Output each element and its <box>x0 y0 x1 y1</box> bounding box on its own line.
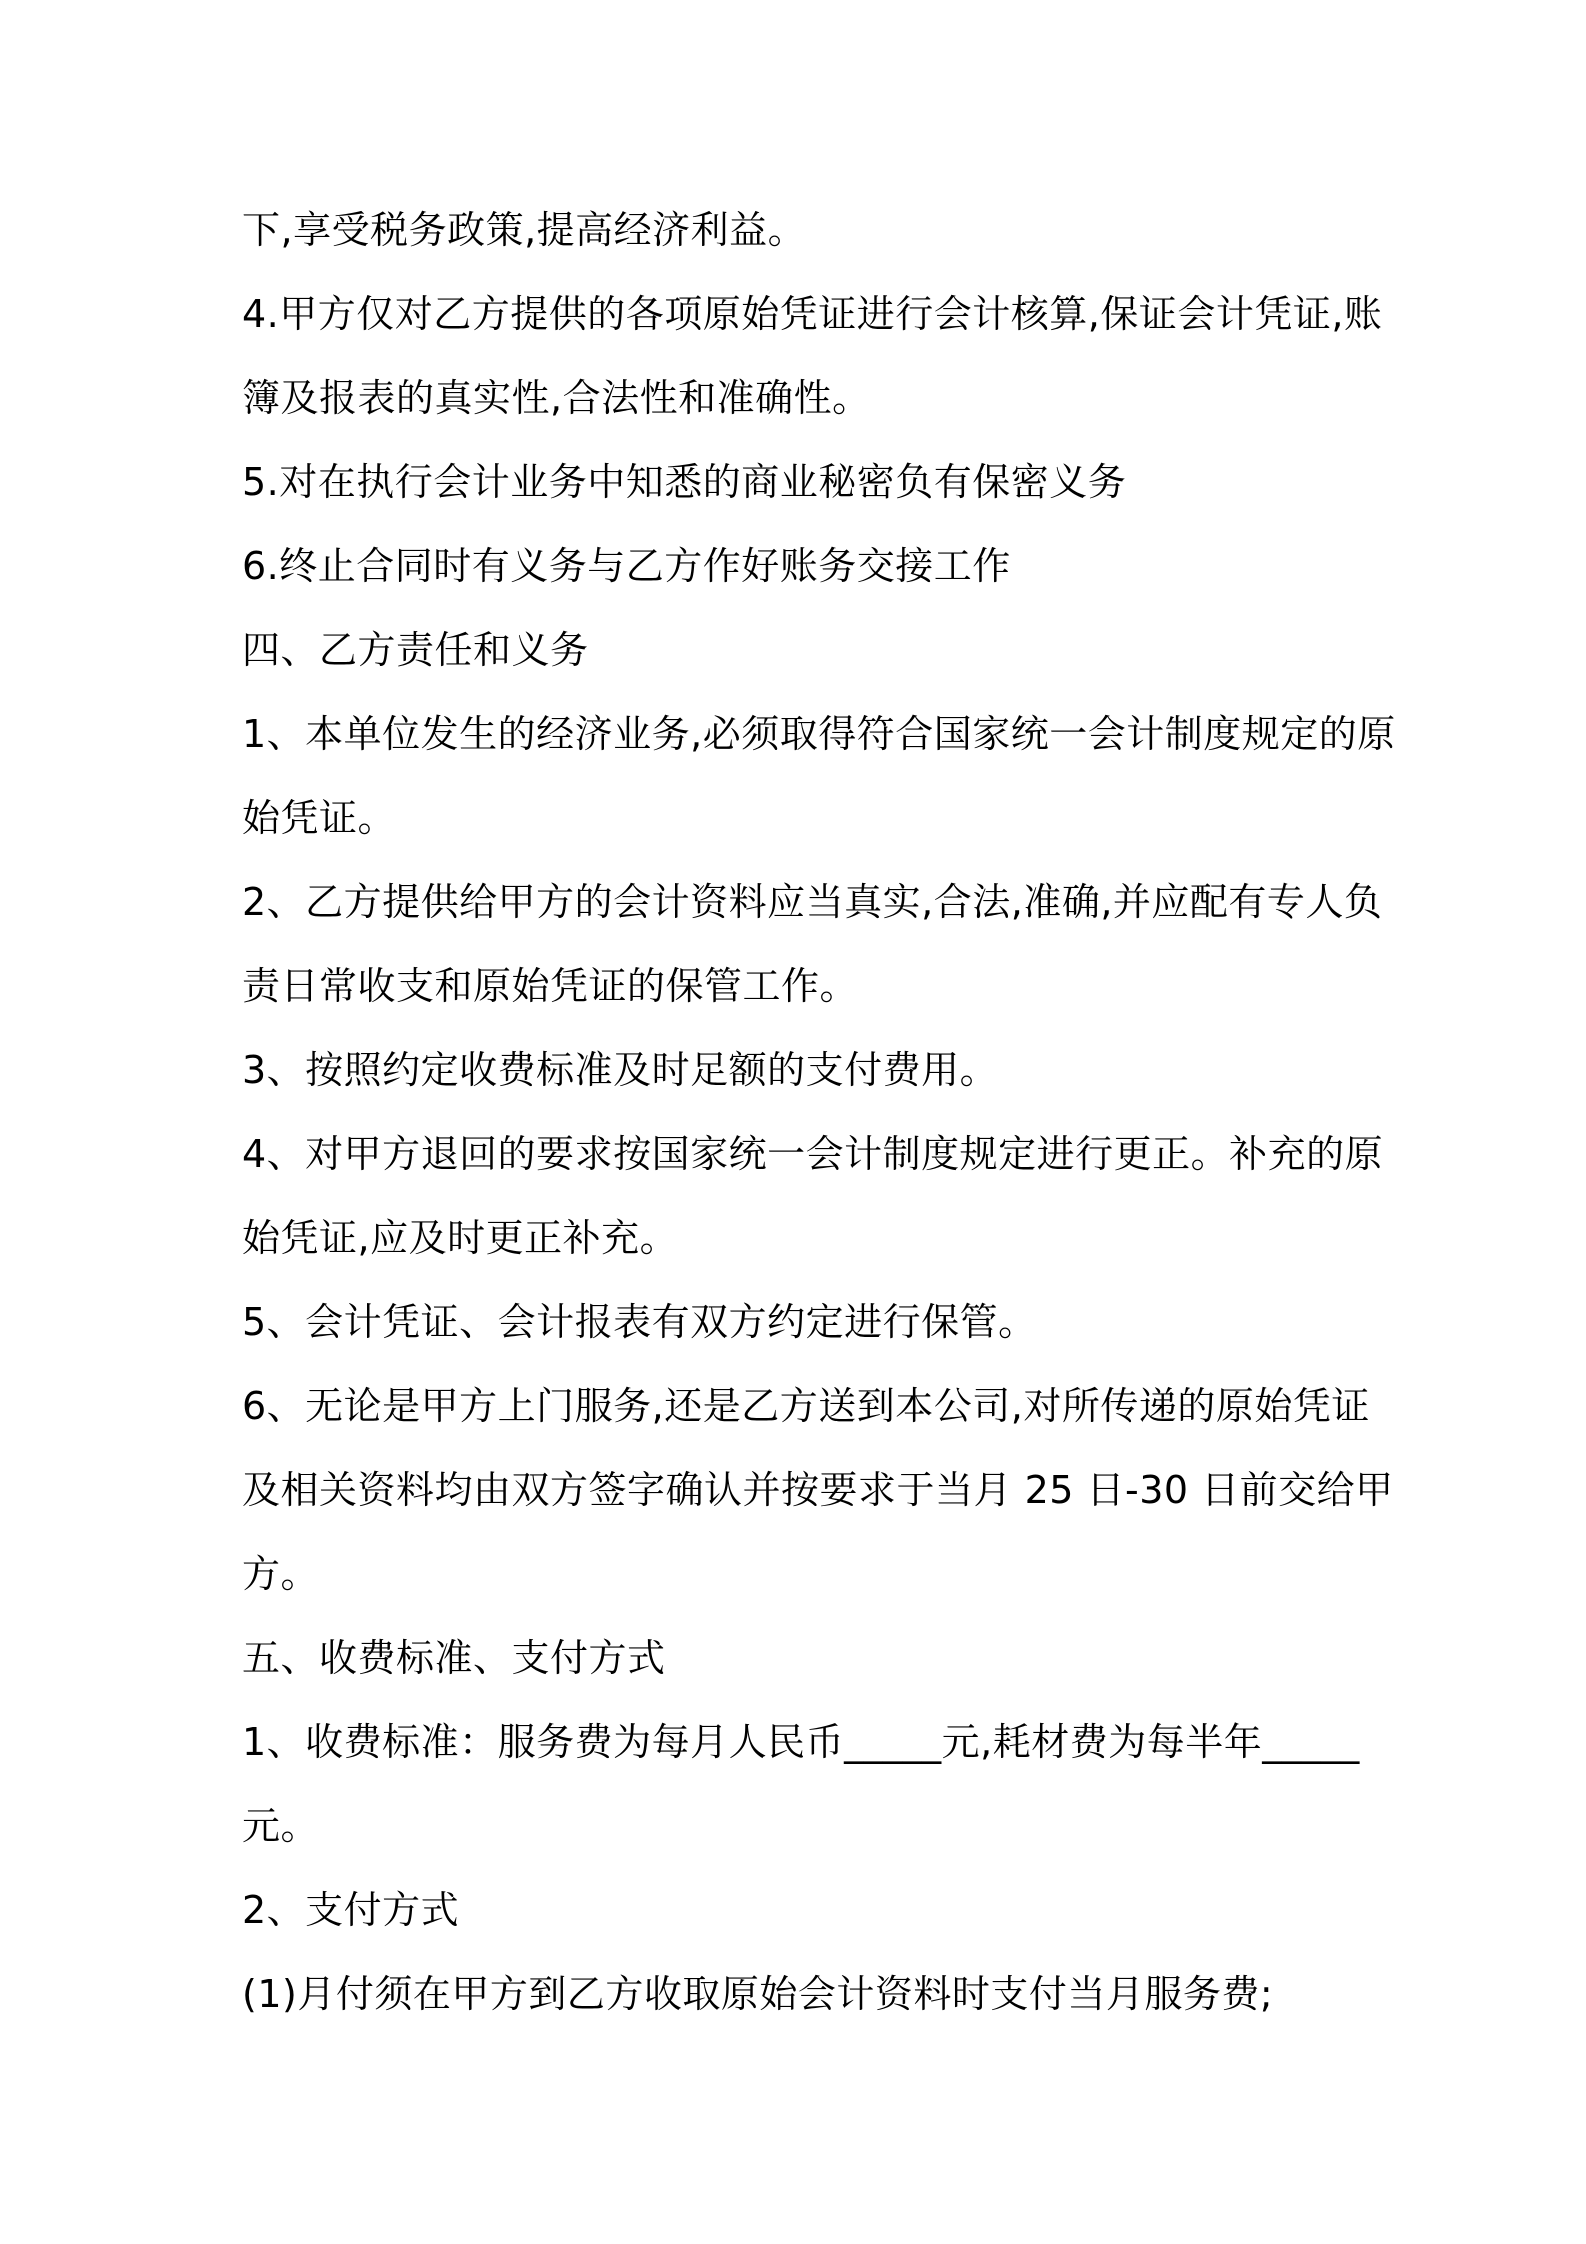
text-line: 1、本单位发生的经济业务,必须取得符合国家统一会计制度规定的原 <box>242 712 1396 756</box>
text-line: 5、会计凭证、会计报表有双方约定进行保管。 <box>242 1300 1037 1344</box>
text-line: 3、按照约定收费标准及时足额的支付费用。 <box>242 1048 999 1092</box>
text-line: 2、支付方式 <box>242 1888 460 1932</box>
document-body <box>242 188 1396 2036</box>
section-heading: 四、乙方责任和义务 <box>242 628 589 672</box>
text-line: 6、无论是甲方上门服务,还是乙方送到本公司,对所传递的原始凭证 <box>242 1384 1370 1428</box>
text-line: 及相关资料均由双方签字确认并按要求于当月 25 日-30 日前交给甲 <box>242 1468 1394 1512</box>
text-line: 6.终止合同时有义务与乙方作好账务交接工作 <box>242 544 1011 588</box>
text-line: 4.甲方仅对乙方提供的各项原始凭证进行会计核算,保证会计凭证,账 <box>242 292 1383 336</box>
text-line: 始凭证,应及时更正补充。 <box>242 1216 679 1260</box>
section-heading: 五、收费标准、支付方式 <box>242 1636 666 1680</box>
text-line: 1、收费标准：服务费为每月人民币_____元,耗材费为每半年_____ <box>242 1720 1360 1764</box>
text-line: 方。 <box>242 1552 320 1596</box>
text-line: 责日常收支和原始凭证的保管工作。 <box>242 964 859 1008</box>
text-line: 2、乙方提供给甲方的会计资料应当真实,合法,准确,并应配有专人负 <box>242 880 1383 924</box>
text-line: 下,享受税务政策,提高经济利益。 <box>242 208 807 252</box>
text-line: 簿及报表的真实性,合法性和准确性。 <box>242 376 871 420</box>
text-line: 始凭证。 <box>242 796 397 840</box>
text-line: 5.对在执行会计业务中知悉的商业秘密负有保密义务 <box>242 460 1127 504</box>
text-line: (1)月付须在甲方到乙方收取原始会计资料时支付当月服务费; <box>242 1972 1274 2016</box>
text-line: 元。 <box>242 1804 320 1848</box>
text-line: 4、对甲方退回的要求按国家统一会计制度规定进行更正。补充的原 <box>242 1132 1384 1176</box>
